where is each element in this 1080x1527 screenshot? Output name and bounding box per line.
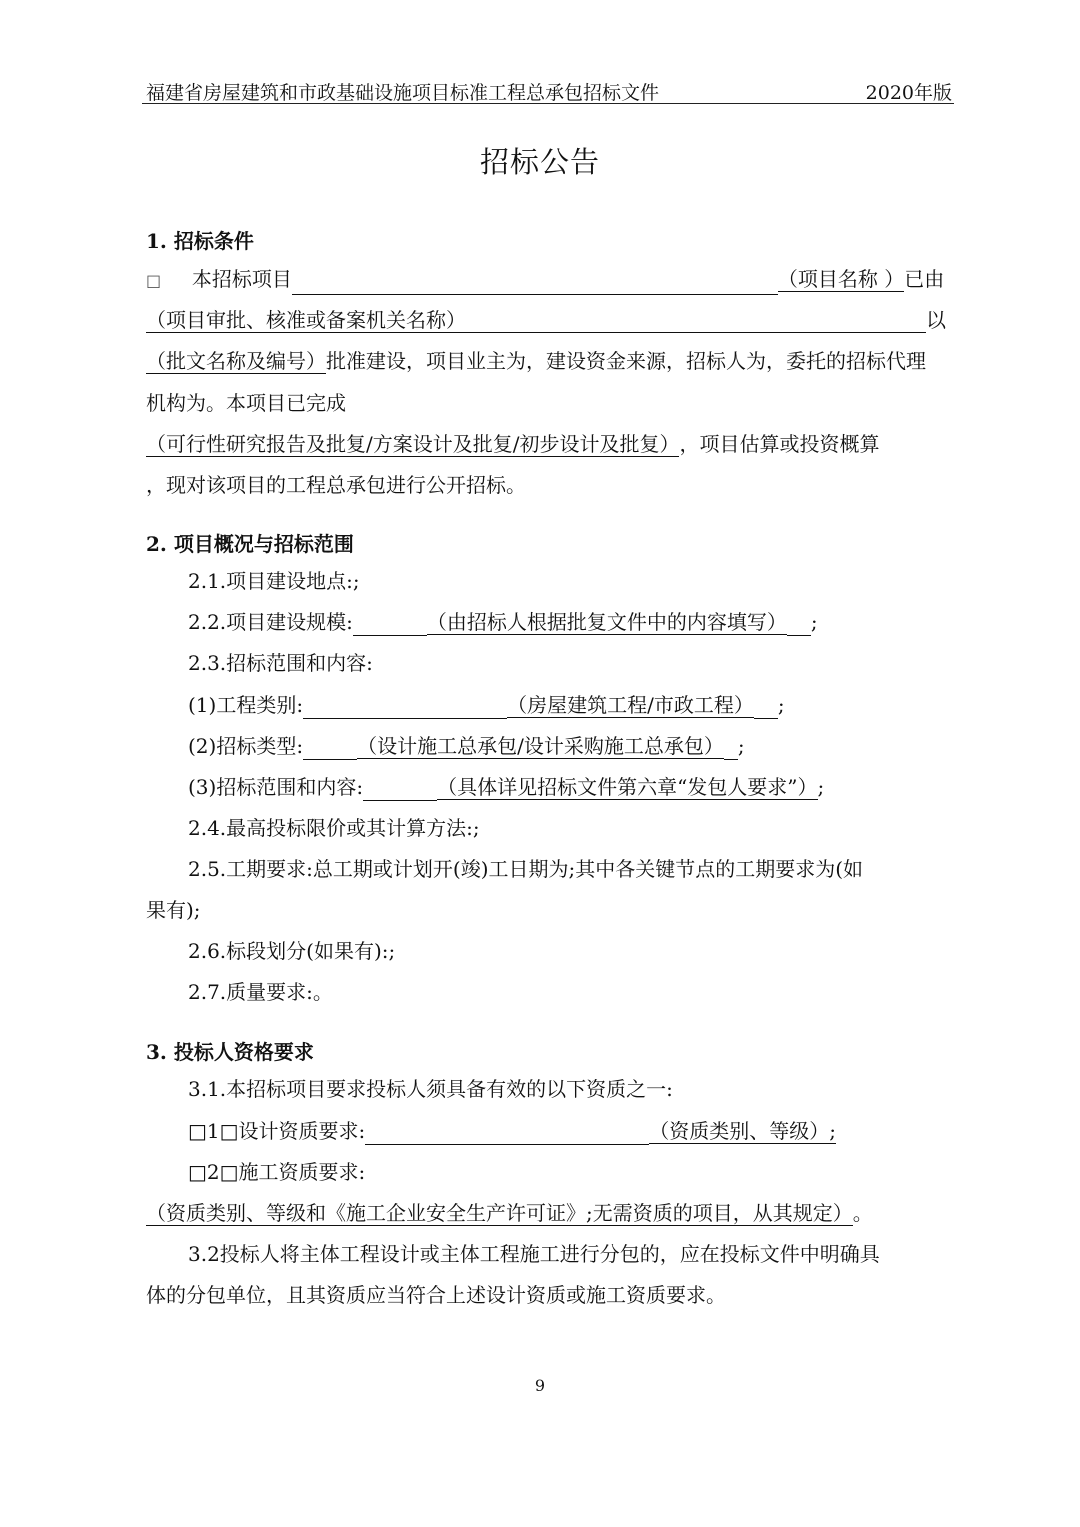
item-2-3-3-hint: （具体详见招标文件第六章“发包人要求”） [437, 775, 818, 799]
item-2-3-2-hint: （设计施工总承包/设计采购施工总承包） [357, 734, 724, 758]
s1-l3-b: 批准建设，项目业主为，建设资金来源，招标人为，委托的招标代理 [326, 349, 926, 373]
item-3-2: 3.2投标人将主体工程设计或主体工程施工进行分包的，应在投标文件中明确具 [188, 1242, 880, 1266]
item-2-3-2-end: ; [737, 734, 745, 758]
item-2-3-1-end: ; [777, 693, 785, 717]
item-2-3-3 [188, 773, 954, 801]
req-design [188, 1117, 954, 1145]
page-number: 9 [534, 1376, 546, 1395]
item-2-6: 2.6.标段划分(如果有):; [188, 939, 396, 963]
s1-l1-a: 本招标项目 [191, 267, 292, 291]
item-2-4: 2.4.最高投标限价或其计算方法:; [188, 816, 480, 840]
s1-l5-a: （可行性研究报告及批复/方案设计及批复/初步设计及批复） [146, 432, 680, 456]
s1-l2-b: 以 [926, 308, 946, 332]
section3-heading: 3. 投标人资格要求 [146, 1040, 314, 1064]
s1-line6: ，现对该项目的工程总承包进行公开招标。 [146, 473, 526, 497]
blank-category-tail [754, 696, 778, 719]
item-2-2 [188, 608, 954, 636]
header-edition: 2020年版 [865, 82, 952, 104]
header-title: 福建省房屋建筑和市政基础设施项目标准工程总承包招标文件 [146, 82, 660, 104]
item-2-3-3-end: ; [817, 775, 825, 799]
item-2-5: 2.5.工期要求:总工期或计划开(竣)工日期为;其中各关键节点的工期要求为(如 [188, 857, 864, 881]
blank-scope [363, 778, 437, 801]
s1-l5-b: ，项目估算或投资概算 [679, 432, 880, 456]
req-construction-cont [146, 1199, 954, 1227]
item-2-5-cont: 果有); [146, 898, 201, 922]
req-construction-hint: （资质类别、等级和《施工企业安全生产许可证》;无需资质的项目，从其规定） [146, 1201, 853, 1225]
item-2-1: 2.1.项目建设地点:; [188, 569, 360, 593]
blank-scale [353, 613, 427, 636]
item-2-3-1-label: (1)工程类别: [188, 693, 304, 717]
req-construction: □2□施工资质要求: [188, 1160, 366, 1184]
checkbox-glyph: □ [146, 271, 162, 290]
item-2-3-3-label: (3)招标范围和内容: [188, 775, 364, 799]
header-rule [142, 103, 954, 104]
s1-line4: 机构为。本项目已完成 [146, 391, 346, 415]
section2-heading: 2. 项目概况与招标范围 [146, 532, 354, 556]
item-2-3-1-hint: （房屋建筑工程/市政工程） [507, 693, 754, 717]
s1-l3-a: （批文名称及编号） [146, 349, 326, 373]
req-design-hint: （资质类别、等级）; [649, 1119, 837, 1143]
section1-heading: 1. 招标条件 [146, 229, 254, 253]
blank-design-qual [365, 1122, 649, 1145]
s1-line5 [146, 430, 954, 458]
s1-line2 [146, 306, 954, 334]
item-3-2-cont: 体的分包单位，且其资质应当符合上述设计资质或施工资质要求。 [146, 1283, 726, 1307]
blank-type-tail [724, 737, 738, 760]
blank-project-name [292, 272, 778, 295]
blank-type [303, 737, 357, 760]
page-title: 招标公告 [479, 145, 600, 179]
s1-l1-b: （项目名称 ） [777, 267, 905, 291]
req-design-label: □1□设计资质要求: [188, 1119, 366, 1143]
item-2-2-hint: （由招标人根据批复文件中的内容填写） [426, 610, 787, 634]
item-2-3-2 [188, 732, 954, 760]
item-2-2-end: ; [810, 610, 818, 634]
item-2-3-1 [188, 691, 954, 719]
item-3-1: 3.1.本招标项目要求投标人须具备有效的以下资质之一: [188, 1077, 673, 1101]
item-2-7: 2.7.质量要求:。 [188, 980, 333, 1004]
item-2-3-2-label: (2)招标类型: [188, 734, 304, 758]
item-2-2-label: 2.2.项目建设规模: [188, 610, 353, 634]
s1-line3 [146, 347, 954, 375]
item-2-3: 2.3.招标范围和内容: [188, 651, 373, 675]
s1-l2-a: （项目审批、核准或备案机关名称） [146, 308, 926, 333]
req-construction-end: 。 [852, 1201, 873, 1225]
s1-line1 [146, 265, 954, 295]
blank-scale-tail [787, 613, 811, 636]
blank-category [303, 696, 507, 719]
s1-l1-c: 已由 [904, 267, 945, 291]
